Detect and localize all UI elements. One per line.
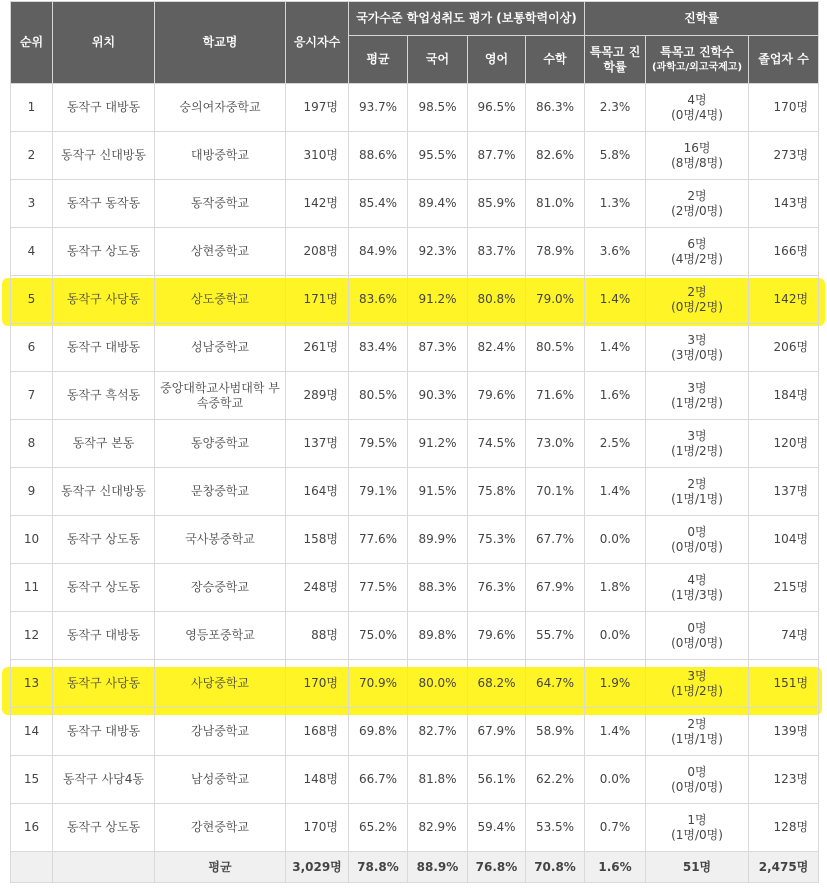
- footer-examinees: 3,029명: [286, 852, 349, 883]
- cell-location: 동작구 상도동: [53, 228, 155, 276]
- cell-graduates: 74명: [749, 612, 819, 660]
- cell-math: 79.0%: [526, 276, 585, 324]
- special-count-total: 4명: [687, 92, 707, 107]
- cell-english: 75.3%: [468, 516, 526, 564]
- cell-korean: 81.8%: [408, 756, 468, 804]
- cell-examinees: 310명: [286, 132, 349, 180]
- cell-english: 83.7%: [468, 228, 526, 276]
- cell-english: 82.4%: [468, 324, 526, 372]
- cell-avg: 79.1%: [349, 468, 408, 516]
- cell-math: 86.3%: [526, 84, 585, 132]
- cell-avg: 77.6%: [349, 516, 408, 564]
- cell-special-rate: 5.8%: [585, 132, 646, 180]
- cell-math: 70.1%: [526, 468, 585, 516]
- cell-location: 동작구 사당동: [53, 660, 155, 708]
- cell-rank: 7: [11, 372, 53, 420]
- cell-examinees: 164명: [286, 468, 349, 516]
- cell-special-rate: 1.3%: [585, 180, 646, 228]
- cell-avg: 66.7%: [349, 756, 408, 804]
- col-special-rate: 특목고 진학률: [585, 36, 646, 84]
- cell-special-count: [646, 564, 749, 612]
- cell-school: 대방중학교: [155, 132, 286, 180]
- cell-graduates: 143명: [749, 180, 819, 228]
- special-count-total: 4명: [687, 572, 707, 587]
- cell-avg: 75.0%: [349, 612, 408, 660]
- footer-label: 평균: [155, 852, 286, 883]
- cell-school: 사당중학교: [155, 660, 286, 708]
- footer-special-rate: 1.6%: [585, 852, 646, 883]
- table-row: [11, 324, 819, 372]
- cell-special-rate: 2.3%: [585, 84, 646, 132]
- cell-avg: 85.4%: [349, 180, 408, 228]
- cell-graduates: 104명: [749, 516, 819, 564]
- cell-english: 56.1%: [468, 756, 526, 804]
- cell-math: 64.7%: [526, 660, 585, 708]
- table-row: [11, 372, 819, 420]
- cell-english: 79.6%: [468, 372, 526, 420]
- cell-special-count: [646, 516, 749, 564]
- cell-english: 75.8%: [468, 468, 526, 516]
- cell-location: 동작구 대방동: [53, 612, 155, 660]
- table-row: [11, 468, 819, 516]
- cell-location: 동작구 동작동: [53, 180, 155, 228]
- cell-math: 71.6%: [526, 372, 585, 420]
- cell-rank: 10: [11, 516, 53, 564]
- cell-special-count: [646, 228, 749, 276]
- special-count-total: 2명: [687, 284, 707, 299]
- footer-avg: 78.8%: [349, 852, 408, 883]
- cell-location: 동작구 신대방동: [53, 468, 155, 516]
- table-row: [11, 180, 819, 228]
- special-count-total: 2명: [687, 716, 707, 731]
- cell-school: 동양중학교: [155, 420, 286, 468]
- special-count-detail: (8명/8명): [671, 155, 723, 170]
- cell-korean: 89.9%: [408, 516, 468, 564]
- cell-location: 동작구 본동: [53, 420, 155, 468]
- special-count-detail: (1명/2명): [671, 395, 723, 410]
- cell-avg: 88.6%: [349, 132, 408, 180]
- cell-korean: 98.5%: [408, 84, 468, 132]
- cell-rank: 6: [11, 324, 53, 372]
- special-count-total: 3명: [687, 380, 707, 395]
- cell-math: 67.7%: [526, 516, 585, 564]
- table-row: [11, 228, 819, 276]
- cell-korean: 88.3%: [408, 564, 468, 612]
- cell-rank: 3: [11, 180, 53, 228]
- table-row: [11, 84, 819, 132]
- cell-school: 강현중학교: [155, 804, 286, 852]
- special-count-detail: (1명/1명): [671, 731, 723, 746]
- table-row: [11, 660, 819, 708]
- cell-math: 55.7%: [526, 612, 585, 660]
- col-group-advancement: 진학률: [585, 2, 819, 36]
- cell-special-rate: 1.6%: [585, 372, 646, 420]
- cell-graduates: 206명: [749, 324, 819, 372]
- cell-rank: 14: [11, 708, 53, 756]
- cell-math: 62.2%: [526, 756, 585, 804]
- cell-graduates: 120명: [749, 420, 819, 468]
- cell-special-count: [646, 660, 749, 708]
- cell-special-rate: 3.6%: [585, 228, 646, 276]
- cell-rank: 12: [11, 612, 53, 660]
- cell-english: 79.6%: [468, 612, 526, 660]
- school-ranking-table: [10, 1, 819, 883]
- cell-special-rate: 0.0%: [585, 516, 646, 564]
- cell-avg: 83.6%: [349, 276, 408, 324]
- cell-graduates: 215명: [749, 564, 819, 612]
- col-math: 수학: [526, 36, 585, 84]
- col-english: 영어: [468, 36, 526, 84]
- cell-examinees: 158명: [286, 516, 349, 564]
- average-row: [11, 852, 819, 883]
- cell-location: 동작구 대방동: [53, 84, 155, 132]
- cell-rank: 2: [11, 132, 53, 180]
- cell-avg: 80.5%: [349, 372, 408, 420]
- cell-special-rate: 1.8%: [585, 564, 646, 612]
- cell-graduates: 151명: [749, 660, 819, 708]
- cell-korean: 87.3%: [408, 324, 468, 372]
- cell-school: 숭의여자중학교: [155, 84, 286, 132]
- cell-korean: 92.3%: [408, 228, 468, 276]
- cell-korean: 82.7%: [408, 708, 468, 756]
- cell-school: 남성중학교: [155, 756, 286, 804]
- special-count-total: 3명: [687, 668, 707, 683]
- cell-english: 85.9%: [468, 180, 526, 228]
- col-special-count: [646, 36, 749, 84]
- special-count-detail: (1명/3명): [671, 587, 723, 602]
- cell-special-count: [646, 468, 749, 516]
- cell-math: 73.0%: [526, 420, 585, 468]
- special-count-detail: (0명/0명): [671, 635, 723, 650]
- cell-english: 96.5%: [468, 84, 526, 132]
- table-row: [11, 516, 819, 564]
- col-graduates: 졸업자 수: [749, 36, 819, 84]
- cell-graduates: 166명: [749, 228, 819, 276]
- special-count-detail: (0명/0명): [671, 779, 723, 794]
- cell-rank: 5: [11, 276, 53, 324]
- cell-examinees: 168명: [286, 708, 349, 756]
- cell-avg: 77.5%: [349, 564, 408, 612]
- special-count-total: 3명: [687, 332, 707, 347]
- cell-special-count: [646, 132, 749, 180]
- cell-english: 68.2%: [468, 660, 526, 708]
- cell-korean: 80.0%: [408, 660, 468, 708]
- cell-special-rate: 0.0%: [585, 756, 646, 804]
- cell-location: 동작구 사당동: [53, 276, 155, 324]
- cell-korean: 82.9%: [408, 804, 468, 852]
- cell-location: 동작구 흑석동: [53, 372, 155, 420]
- cell-special-rate: 1.9%: [585, 660, 646, 708]
- cell-korean: 95.5%: [408, 132, 468, 180]
- cell-location: 동작구 대방동: [53, 324, 155, 372]
- footer-korean: 88.9%: [408, 852, 468, 883]
- special-count-detail: (1명/0명): [671, 827, 723, 842]
- special-count-total: 6명: [687, 236, 707, 251]
- special-count-detail: (1명/1명): [671, 491, 723, 506]
- cell-avg: 83.4%: [349, 324, 408, 372]
- cell-graduates: 170명: [749, 84, 819, 132]
- special-count-detail: (1명/2명): [671, 443, 723, 458]
- cell-special-count: [646, 804, 749, 852]
- cell-graduates: 128명: [749, 804, 819, 852]
- cell-graduates: 273명: [749, 132, 819, 180]
- cell-special-count: [646, 420, 749, 468]
- cell-school: 동작중학교: [155, 180, 286, 228]
- cell-graduates: 142명: [749, 276, 819, 324]
- cell-examinees: 170명: [286, 660, 349, 708]
- table-row: [11, 564, 819, 612]
- cell-special-count: [646, 612, 749, 660]
- cell-special-rate: 0.0%: [585, 612, 646, 660]
- footer-empty-rank: [11, 852, 53, 883]
- cell-examinees: 148명: [286, 756, 349, 804]
- cell-korean: 91.2%: [408, 276, 468, 324]
- cell-special-rate: 1.4%: [585, 324, 646, 372]
- cell-examinees: 171명: [286, 276, 349, 324]
- cell-examinees: 197명: [286, 84, 349, 132]
- cell-examinees: 208명: [286, 228, 349, 276]
- cell-examinees: 142명: [286, 180, 349, 228]
- cell-avg: 65.2%: [349, 804, 408, 852]
- cell-avg: 69.8%: [349, 708, 408, 756]
- cell-avg: 84.9%: [349, 228, 408, 276]
- col-location: 위치: [53, 2, 155, 84]
- cell-special-count: [646, 324, 749, 372]
- special-count-detail: (0명/2명): [671, 299, 723, 314]
- table-header: [11, 2, 819, 84]
- special-count-total: 2명: [687, 188, 707, 203]
- cell-examinees: 261명: [286, 324, 349, 372]
- cell-special-rate: 1.4%: [585, 468, 646, 516]
- cell-rank: 16: [11, 804, 53, 852]
- table-row: [11, 276, 819, 324]
- cell-korean: 89.8%: [408, 612, 468, 660]
- cell-examinees: 289명: [286, 372, 349, 420]
- footer-math: 70.8%: [526, 852, 585, 883]
- cell-special-rate: 0.7%: [585, 804, 646, 852]
- cell-rank: 4: [11, 228, 53, 276]
- cell-location: 동작구 사당4동: [53, 756, 155, 804]
- cell-avg: 70.9%: [349, 660, 408, 708]
- cell-avg: 79.5%: [349, 420, 408, 468]
- special-count-total: 0명: [687, 524, 707, 539]
- cell-english: 87.7%: [468, 132, 526, 180]
- cell-location: 동작구 상도동: [53, 564, 155, 612]
- col-korean: 국어: [408, 36, 468, 84]
- cell-graduates: 139명: [749, 708, 819, 756]
- col-rank: 순위: [11, 2, 53, 84]
- cell-rank: 11: [11, 564, 53, 612]
- cell-rank: 15: [11, 756, 53, 804]
- cell-school: 영등포중학교: [155, 612, 286, 660]
- cell-math: 81.0%: [526, 180, 585, 228]
- special-count-detail: (0명/0명): [671, 539, 723, 554]
- footer-english: 76.8%: [468, 852, 526, 883]
- special-count-total: 2명: [687, 476, 707, 491]
- cell-examinees: 137명: [286, 420, 349, 468]
- col-examinees: 응시자수: [286, 2, 349, 84]
- cell-math: 58.9%: [526, 708, 585, 756]
- table-row: [11, 708, 819, 756]
- cell-rank: 9: [11, 468, 53, 516]
- cell-examinees: 170명: [286, 804, 349, 852]
- cell-korean: 90.3%: [408, 372, 468, 420]
- cell-school: 상현중학교: [155, 228, 286, 276]
- cell-location: 동작구 상도동: [53, 516, 155, 564]
- table-row: [11, 756, 819, 804]
- cell-korean: 91.5%: [408, 468, 468, 516]
- cell-korean: 89.4%: [408, 180, 468, 228]
- cell-special-count: [646, 756, 749, 804]
- table-row: [11, 132, 819, 180]
- cell-english: 67.9%: [468, 708, 526, 756]
- cell-avg: 93.7%: [349, 84, 408, 132]
- cell-school: 중앙대학교사범대학 부속중학교: [155, 372, 286, 420]
- table-body: [11, 84, 819, 852]
- cell-special-count: [646, 276, 749, 324]
- cell-school: 강남중학교: [155, 708, 286, 756]
- cell-math: 67.9%: [526, 564, 585, 612]
- cell-english: 80.8%: [468, 276, 526, 324]
- cell-special-rate: 1.4%: [585, 276, 646, 324]
- cell-graduates: 184명: [749, 372, 819, 420]
- table-footer: [11, 852, 819, 883]
- cell-korean: 91.2%: [408, 420, 468, 468]
- cell-special-count: [646, 180, 749, 228]
- cell-location: 동작구 상도동: [53, 804, 155, 852]
- footer-empty-location: [53, 852, 155, 883]
- cell-rank: 13: [11, 660, 53, 708]
- cell-location: 동작구 신대방동: [53, 132, 155, 180]
- cell-english: 59.4%: [468, 804, 526, 852]
- footer-graduates: 2,475명: [749, 852, 819, 883]
- table-row: [11, 420, 819, 468]
- col-special-count-sub: (과학고/외고국제고): [651, 61, 743, 73]
- special-count-total: 1명: [687, 812, 707, 827]
- special-count-total: 3명: [687, 428, 707, 443]
- cell-examinees: 248명: [286, 564, 349, 612]
- cell-rank: 8: [11, 420, 53, 468]
- special-count-total: 0명: [687, 620, 707, 635]
- cell-school: 상도중학교: [155, 276, 286, 324]
- cell-examinees: 88명: [286, 612, 349, 660]
- cell-special-count: [646, 372, 749, 420]
- cell-english: 74.5%: [468, 420, 526, 468]
- col-school: 학교명: [155, 2, 286, 84]
- cell-school: 문창중학교: [155, 468, 286, 516]
- cell-graduates: 137명: [749, 468, 819, 516]
- cell-math: 80.5%: [526, 324, 585, 372]
- cell-english: 76.3%: [468, 564, 526, 612]
- special-count-detail: (0명/4명): [671, 107, 723, 122]
- cell-special-rate: 1.4%: [585, 708, 646, 756]
- table-row: [11, 804, 819, 852]
- special-count-detail: (2명/0명): [671, 203, 723, 218]
- special-count-total: 0명: [687, 764, 707, 779]
- table-row: [11, 612, 819, 660]
- special-count-total: 16명: [683, 140, 711, 155]
- special-count-detail: (1명/2명): [671, 683, 723, 698]
- cell-graduates: 123명: [749, 756, 819, 804]
- cell-special-rate: 2.5%: [585, 420, 646, 468]
- col-avg: 평균: [349, 36, 408, 84]
- special-count-detail: (3명/0명): [671, 347, 723, 362]
- cell-rank: 1: [11, 84, 53, 132]
- cell-special-count: [646, 84, 749, 132]
- cell-school: 성남중학교: [155, 324, 286, 372]
- cell-special-count: [646, 708, 749, 756]
- footer-special-count: 51명: [646, 852, 749, 883]
- cell-location: 동작구 대방동: [53, 708, 155, 756]
- col-group-assessment: 국가수준 학업성취도 평가 (보통학력이상): [349, 2, 585, 36]
- cell-math: 78.9%: [526, 228, 585, 276]
- col-special-count-label: 특목고 진학수: [660, 44, 734, 59]
- cell-school: 장승중학교: [155, 564, 286, 612]
- cell-school: 국사봉중학교: [155, 516, 286, 564]
- cell-math: 53.5%: [526, 804, 585, 852]
- cell-math: 82.6%: [526, 132, 585, 180]
- special-count-detail: (4명/2명): [671, 251, 723, 266]
